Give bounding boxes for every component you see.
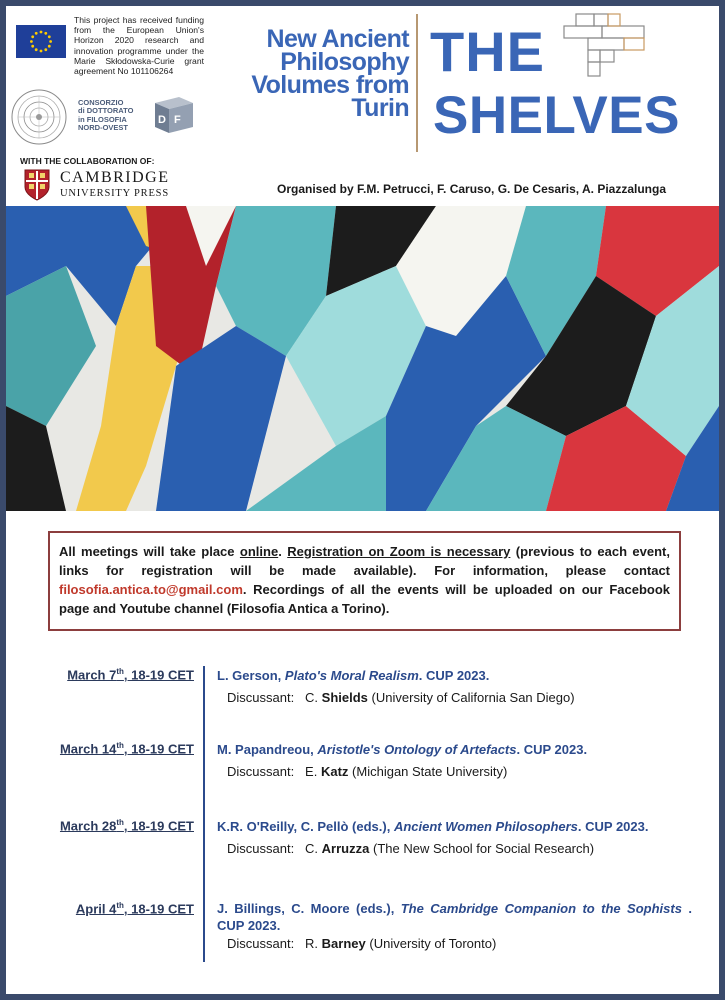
event-date: [26, 818, 194, 833]
event-publication: . CUP 2023.: [577, 819, 649, 834]
main-title-the: THE: [430, 20, 545, 83]
eu-flag-icon: [16, 25, 66, 58]
filosofia-antica-logo: [8, 86, 70, 148]
discussant-affiliation: (University of California San Diego): [371, 690, 575, 705]
event-date-suffix: th: [116, 741, 124, 750]
event-publication: . CUP 2023.: [516, 742, 588, 757]
discussant-affiliation: (Michigan State University): [352, 764, 508, 779]
event-date-suffix: th: [116, 667, 124, 676]
event-date-time: , 18-19 CET: [123, 818, 194, 834]
discussant-name: Katz: [320, 764, 349, 779]
event-authors: K.R. O'Reilly, C. Pellò (eds.),: [217, 819, 394, 834]
consorzio-line: in FILOSOFIA: [78, 114, 127, 124]
discussant-name: Shields: [321, 690, 368, 705]
series-title: [219, 25, 409, 122]
notice-text: All meetings will take place: [59, 544, 240, 559]
event-date-day: April 4: [75, 901, 117, 917]
header-divider: [416, 14, 418, 152]
series-title-line: New Ancient: [266, 25, 409, 53]
event-date-time: , 18-19 CET: [123, 667, 194, 683]
discussant-label: Discussant:: [227, 936, 295, 951]
event-book-title: The Cambridge Companion to the Sophists: [400, 901, 682, 916]
event-book-title: Aristotle's Ontology of Artefacts: [317, 742, 517, 757]
event-date: [26, 667, 194, 682]
event-discussant: [227, 764, 697, 779]
event-date-day: March 14: [59, 741, 117, 757]
consorzio-line: CONSORZIO: [78, 98, 124, 107]
discussant-affiliation: (The New School for Social Research): [372, 841, 595, 856]
discussant-label: Discussant:: [227, 764, 295, 779]
discussant-name: Barney: [321, 936, 366, 951]
event-authors: L. Gerson,: [217, 668, 285, 683]
discussant-label: Discussant:: [227, 841, 295, 856]
event-book-title: Ancient Women Philosophers: [393, 819, 578, 834]
event-publication: . CUP 2023.: [418, 668, 490, 683]
event-publication: . CUP 2023.: [217, 901, 692, 933]
event-date: [26, 901, 194, 916]
discussant-initial: C.: [305, 690, 319, 705]
series-title-line: Volumes from: [251, 71, 409, 99]
series-title-line: Turin: [351, 94, 409, 122]
notice-registration: Registration on Zoom is necessary: [287, 544, 511, 559]
registration-notice: [48, 531, 681, 631]
event-date-suffix: th: [116, 818, 124, 827]
cambridge-shield-icon: [24, 169, 50, 201]
main-title-shelves: SHELVES: [433, 86, 680, 145]
svg-text:D: D: [158, 114, 166, 126]
event-authors: M. Papandreou,: [217, 742, 318, 757]
event-title: [217, 741, 692, 758]
notice-online: online: [239, 544, 279, 559]
event-date-suffix: th: [116, 901, 124, 910]
organisers-line: Organised by F.M. Petrucci, F. Caruso, G. De Cesaris, A. Piazzalunga: [277, 182, 667, 196]
series-title-line: Philosophy: [280, 48, 409, 76]
notice-text: .: [278, 544, 288, 559]
discussant-initial: R.: [305, 936, 319, 951]
cambridge-press: UNIVERSITY PRESS: [60, 188, 169, 199]
discussant-affiliation: (University of Toronto): [369, 936, 497, 951]
consorzio-line: di DOTTORATO: [78, 106, 134, 116]
notice-text: (previous to each event, links for registration will be made available). For information, please contact: [59, 544, 670, 578]
event-date-day: March 7: [67, 667, 117, 683]
event-book-title: Plato's Moral Realism: [284, 668, 419, 683]
event-discussant: [227, 841, 697, 856]
svg-text:F: F: [174, 114, 181, 126]
event-title: [217, 900, 692, 934]
discussant-initial: C.: [305, 841, 319, 856]
event-discussant: [227, 936, 697, 951]
schedule-divider: [203, 666, 205, 962]
event-title: [217, 667, 692, 684]
event-title: [217, 818, 692, 835]
contact-email-link[interactable]: filosofia.antica.to@gmail.com: [59, 582, 243, 597]
collaboration-label: WITH THE COLLABORATION OF:: [20, 156, 155, 166]
notice-text: . Recordings of all the events will be uploaded on our Facebook page and Youtube channel (Filosofia Antica a Torino).: [59, 582, 670, 616]
poster: [6, 6, 719, 994]
event-date-day: March 28: [59, 818, 117, 834]
event-discussant: [227, 690, 697, 705]
cambridge-name: CAMBRIDGE: [60, 169, 170, 186]
consorzio-logo: [78, 99, 148, 133]
discussant-initial: E.: [305, 764, 318, 779]
event-date: [26, 741, 194, 756]
event-date-time: , 18-19 CET: [123, 741, 194, 757]
discussant-name: Arruzza: [321, 841, 370, 856]
event-authors: J. Billings, C. Moore (eds.),: [217, 901, 401, 916]
consorzio-line: NORD-OVEST: [78, 123, 129, 133]
event-date-time: , 18-19 CET: [123, 901, 194, 917]
abstract-mural-image: [6, 206, 719, 511]
discussant-label: Discussant:: [227, 690, 295, 705]
funding-statement: This project has received funding from the European Union's Horizon 2020 research and innovation programme under the Marie Skłodowska-Curie grant agreement No 101106264: [74, 15, 204, 77]
dff-logo: [149, 93, 197, 137]
shelves-logo-icon: [562, 12, 648, 80]
